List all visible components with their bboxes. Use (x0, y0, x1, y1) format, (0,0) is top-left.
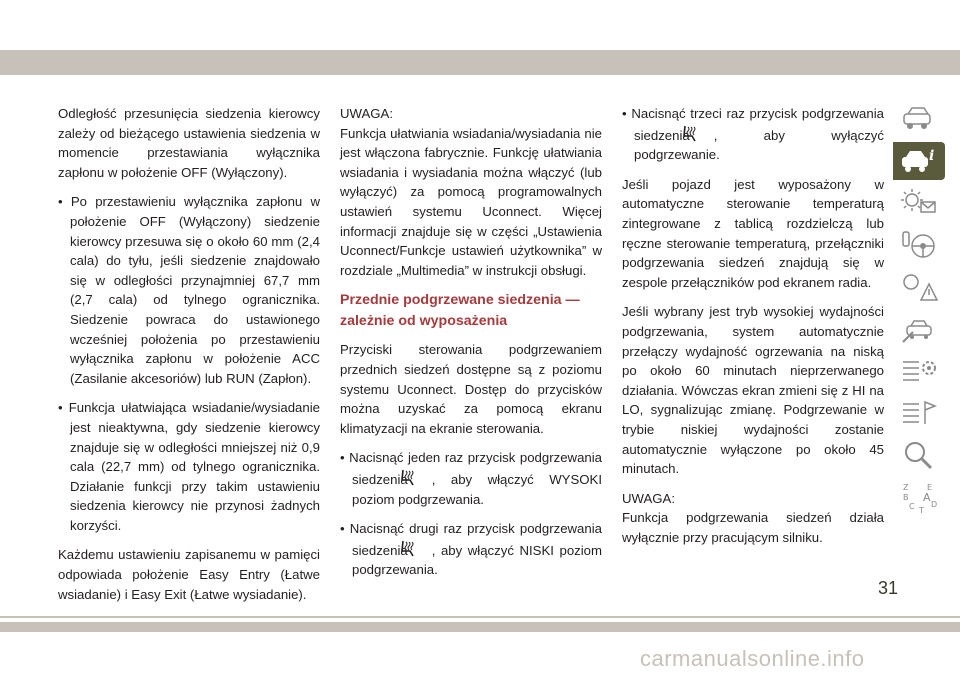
heated-seat-icon (409, 468, 431, 488)
svg-text:Z: Z (903, 483, 909, 492)
paragraph: Odległość przesunięcia siedzenia kierowcy zależy od bieżącego ustawienia siedzenia w momencie przestawiania wyłącznika zapłonu w położenie OFF (Wyłączony). (58, 106, 320, 180)
note-text: Funkcja ułatwiania wsiadania/wysiadania nie jest włączona fabrycznie. Funkcję ułatwiania wsiadania i wysiadania można włączyć (lub wyłączyć) za pomocą programowalnych ustawień systemu Uconnect. Więcej informacji znajduje się w części „Ustawienia Uconnect/Funkcje ustawień użytkownika” w rozdziale „Multimedia” w instrukcji obsługi. (340, 125, 602, 278)
paragraph: Każdemu ustawieniu zapisanemu w pamięci odpowiada położenie Easy Entry (Łatwe wsiadanie) i Easy Exit (Łatwe wysiadanie). (58, 547, 320, 602)
paragraph: Jeśli pojazd jest wyposażony w automatyczne sterowanie temperaturą zintegrowane z tablicą rozdzielczą lub ręczne sterowanie temperaturą, przełączniki podgrzewania siedzeń znajdują się w zespole przełączników pod ekranem radia. (622, 176, 884, 290)
alphabet-index-icon[interactable] (893, 478, 945, 516)
steering-wheel-icon[interactable] (893, 226, 945, 264)
paragraph: Jeśli wybrany jest tryb wysokiej wydajności podgrzewania, system automatycznie przełączy wydajność ogrzewania na niską po około 60 minutach nieprzerwanego działania. Wówczas ekran zmieni się z HI na LO, sygnalizując zmianę. Podgrzewanie w trybie niskiej wydajności zostanie automatycznie wyłączone po około 45 minutach. (622, 304, 884, 477)
note-text: Funkcja podgrzewania siedzeń działa wyłącznie przy pracującym silniku. (622, 510, 884, 545)
column-1 (58, 104, 320, 614)
bullet-item: • Nacisnąć drugi raz przycisk podgrzewania siedzenia , aby włączyć NISKI poziom podgrzewania. (340, 521, 602, 578)
watermark: carmanualsonline.info (640, 646, 865, 671)
bottom-rule (0, 616, 960, 618)
svg-text:A: A (923, 491, 931, 504)
note-heading: UWAGA: (340, 106, 393, 121)
svg-text:E: E (927, 483, 933, 492)
column-3 (622, 104, 884, 557)
svg-text:i: i (929, 148, 935, 164)
list-flag-icon[interactable] (893, 394, 945, 432)
list-gear-icon[interactable] (893, 352, 945, 390)
page-number: 31 (877, 578, 898, 598)
triangle-warning-icon[interactable] (893, 268, 945, 306)
magnifier-icon[interactable] (893, 436, 945, 474)
bullet-item: • Nacisnąć trzeci raz przycisk podgrzewania siedzenia , aby wyłączyć podgrzewanie. (622, 106, 884, 163)
section-heading: Przednie podgrzewane siedzenia — zależnie od wyposażenia (340, 292, 580, 330)
svg-text:T: T (919, 506, 924, 514)
paragraph: Przyciski sterowania podgrzewaniem przednich siedzeń dostępne są z poziomu systemu Uconnect. Dostęp do przycisków można uzyskać za pomocą ekranu klimatyzacji na ekranie sterowania. (340, 342, 602, 436)
bottom-band (0, 622, 960, 632)
bullet-item: • Po przestawieniu wyłącznika zapłonu w położenie OFF (Wyłączony) siedzenie kierowcy przesuwa się o około 60 mm (2,4 cala) do tyłu, jeśli siedzenie znajdowało się w odległości przynajmniej 67,7 mm (2,7 cala) od tylnego ogranicznika. Siedzenie powraca do ustawionego wcześniej położenia po przestawieniu wyłącznika zapłonu w położenie ACC (Zasilanie akcesoriów) lub RUN (Zapłon). (58, 194, 320, 386)
bullet-item: • Funkcja ułatwiająca wsiadanie/wysiadanie jest nieaktywna, gdy siedzenie kierowcy znajduje się w odległości mniejszej niż 0,9 cala (22,7 mm) od tylnego ogranicznika. Działanie funkcji przy takim ustawieniu siedzenia kierowcy nie przynosi żadnych korzyści. (58, 400, 320, 533)
column-2 (340, 104, 602, 590)
wrench-car-icon[interactable] (893, 310, 945, 348)
top-band (0, 50, 960, 75)
car-crash-icon[interactable] (893, 100, 945, 138)
svg-text:B: B (903, 493, 909, 502)
note-heading: UWAGA: (622, 490, 675, 506)
car-info-icon[interactable] (893, 142, 945, 180)
bullet-item: • Nacisnąć jeden raz przycisk podgrzewania siedzenia , aby włączyć WYSOKI poziom podgrzewania. (340, 450, 602, 507)
heated-seat-icon (691, 124, 713, 144)
warning-light-icon[interactable] (893, 184, 945, 222)
chapter-sidebar (893, 100, 945, 520)
svg-text:C: C (909, 502, 915, 511)
svg-text:D: D (931, 500, 938, 509)
heated-seat-icon (409, 539, 431, 559)
